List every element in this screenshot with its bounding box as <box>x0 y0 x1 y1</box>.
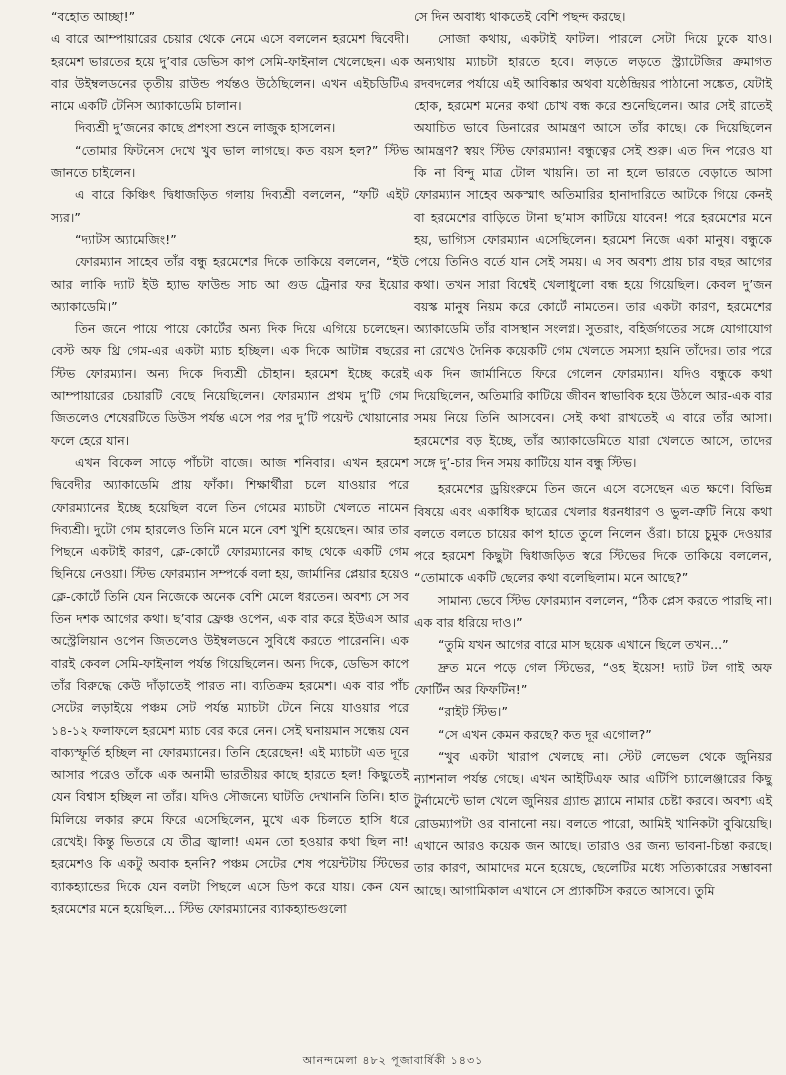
paragraph: দিব্যশ্রী দু’জনের কাছে প্রশংসা শুনে লাজুক হাসলেন। <box>75 120 336 136</box>
paragraph: তিন জনে পায়ে পায়ে কোর্টের অন্য দিক দিয়ে এগিয়ে চলেছেন। বেস্ট অফ থ্রি গেম-এর একটা ম্যাচ হচ্ছিল। এক দিকে আটান্ন বছরের স্টিভ ফোরম্যান। অন্য দিকে দিব্যশ্রী চৌহান। হরমেশ ইচ্ছে করেই আম্পায়ারের চেয়ারটি বেছে নিয়েছিলেন। ফোরম্যান প্রথম দু’টি গেম জিতলেও শেষেরটিতে ডিউস পর্যন্ত এসে পর পর দু’টি পয়েন্ট খোয়ানোর ফলে হেরে যান। <box>51 321 409 448</box>
page-footer: আনন্দমেলা ৪৮২ পূজাবার্ষিকী ১৪৩১ <box>302 1054 484 1067</box>
paragraph: দ্রুত মনে পড়ে গেল স্টিভের, “ওহ ইয়েস! দ্যাট টল গাই অফ ফোর্টিন অর ফিফটিন!” <box>414 659 772 697</box>
paragraph: “তোমার ফিটনেস দেখে খুব ভাল লাগছে। কত বয়স হল?” স্টিভ জানতে চাইলেন। <box>51 142 409 181</box>
paragraph: এ বারে আম্পায়ারের চেয়ার থেকে নেমে এসে বললেন হরমেশ দ্বিবেদী। হরমেশ ভারতের হয়ে দু’বার ডেভিস কাপ সেমি-ফাইনাল খেলেছেন। এক বার উইম্বলডনের তৃতীয় রাউন্ড পর্যন্তও উঠেছিলেন। এখন এইচডিটিএ নামে একটি টেনিস অ্যাকাডেমি চালান। <box>51 31 409 114</box>
paragraph: ফোরম্যান সাহেব তাঁর বন্ধু হরমেশের দিকে তাকিয়ে বললেন, “ইউ আর লাকি দ্যাট ইউ হ্যাভ ফাউন্ড সাচ আ গুড ট্রেনার ফর ইয়োর অ্যাকাডেমি।” <box>51 254 409 314</box>
paragraph: “দ্যাটস অ্যামেজিং!” <box>75 231 177 247</box>
paragraph: “রাইট স্টিভ।” <box>438 704 508 720</box>
paragraph: এ বারে কিঞ্চিৎ দ্বিধাজড়িত গলায় দিব্যশ্রী বললেন, “ফটি এইট স্যর।” <box>51 187 409 225</box>
paragraph: “খুব একটা খারাপ খেলছে না। স্টেট লেভেল থেকে জুনিয়র ন্যাশনাল পর্যন্ত গেছে। এখন আইটিএফ আর এটিপি চ্যালেঞ্জারের কিছু টুর্নামেন্টে ভাল খেলে জুনিয়র গ্র্যান্ড স্ল্যামে নামার চেষ্টা করবে। অবশ্য এই রোডম্যাপটা ওর বানানো নয়। বলতে পারো, আমিই খানিকটা বুঝিয়েছি। এখানে আরও কয়েক জন আছে। তারাও ওর জন্য ভাবনা-চিন্তা করছে। তার কারণ, আমাদের মনে হয়েছে, ছেলেটির মধ্যে সত্যিকারের সম্ভাবনা আছে। আগামিকাল এখানে সে প্র্যাকটিস করতে আসবে। তুমি <box>414 748 772 898</box>
paragraph: এখন বিকেল সাড়ে পাঁচটা বাজে। আজ শনিবার। এখন হরমেশ দ্বিবেদীর অ্যাকাডেমি প্রায় ফাঁকা। শিক্ষার্থীরা চলে যাওয়ার পরে ফোরম্যানের ইচ্ছে হয়েছিল বলে তিন গেমের ম্যাচটা খেলতে নামেন দিব্যশ্রী। দুটো গেম হারলেও তিনি মনে মনে বেশ খুশি হয়েছেন। আর তার পিছনে একটাই কারণ, ক্লে-কোর্টে ফোরম্যানের কাছ থেকে একটি গেম ছিনিয়ে নেওয়া। স্টিভ ফোরম্যান সম্পর্কে বলা হয়, জার্মানির প্লেয়ার হয়েও ক্লে-কোর্টে তিনি যেন নিজেকে অনেক বেশি মেলে ধরতেন। অবশ্য সে সব তিন দশক আগের কথা। ছ’বার ফ্রেঞ্চ ওপেন, এক বার করে ইউএস আর অস্ট্রেলিয়ান ওপেন জিতলেও উইম্বলডনে সুবিধে করতে পারেননি। এক বারই কেবল সেমি-ফাইনাল পর্যন্ত গিয়েছিলেন। অন্য দিকে, ডেভিস কাপে তাঁর বিরুদ্ধে কেউ দাঁড়াতেই পারত না। ব্যতিক্রম হরমেশ। এক বার পাঁচ সেটের লড়াইয়ে পঞ্চম সেট পর্যন্ত ম্যাচটা টেনে নিয়ে যাওয়ার পরে ১৪-১২ ফলাফলে হরমেশ ম্যাচ বের করে নেন। সেই ঘনায়মান সন্ধেয় যেন বাক্যস্ফূর্তি হচ্ছিল না ফোরম্যানের। তিনি হেরেছেন! এই ম্যাচটা এত দূরে আসার পরেও তাঁকে এক অনামী ভারতীয়র কাছে হারতে হল! কিছুতেই যেন বিশ্বাস হচ্ছিল না তাঁর। যদিও সৌজন্যে ঘাটতি দেখাননি তিনি। হাত মিলিয়ে লকার রুমে ফিরে এসেছিলেন, মুখে এক চিলতে হাসি ধরে রেখেই। কিন্তু ভিতরে যে তীব্র জ্বালা! এমন তো হওয়ার কথা ছিল না! হরমেশও কি একটু অবাক হননি? পঞ্চম সেটের শেষ পয়েন্টটায় স্টিভের ব্যাকহ্যান্ডের দিকে যেন বলটা পিছলে এসে ডিপ করে যায়। কেন যেন হরমেশের মনে হয়েছিল... স্টিভ ফোরম্যানের ব্যাকহ্যান্ডগুলো <box>51 454 410 916</box>
paragraph: সে দিন অবাধ্য থাকতেই বেশি পছন্দ করছে। <box>414 9 626 24</box>
paragraph: হরমেশের ড্রয়িংরুমে তিন জনে এসে বসেছেন এত ক্ষণে। বিভিন্ন বিষয়ে এবং একাধিক ছাত্রের খেলার ধরনধারণ ও ভুল-ত্রুটি নিয়ে কথা বলতে বলতে চায়ের কাপ হাতে তুলে নিলেন ওঁরা। চায়ে চুমুক দেওয়ার পরে হরমেশ কিছুটা দ্বিধাজড়িত স্বরে স্টিভের দিকে তাকিয়ে বললেন, “তোমাকে একটি ছেলের কথা বলেছিলাম। মনে আছে?” <box>414 481 772 586</box>
paragraph: সোজা কথায়, একটাই ফাটল। পারলে সেটা দিয়ে ঢুকে যাও। অন্যথায় ম্যাচটা হারতে হবে। লড়তে লড়তে স্ট্র্যাটেজির ক্রমাগত রদবদলের পর্যায়ে এই আবিষ্কার অথবা যষ্ঠেন্দ্রিয়র পাঠানো সঙ্কেত, যেটাই হোক, হরমেশ মনের কথা চোখ বন্ধ করে শুনেছিলেন। আর সেই রাতেই অযাচিত ভাবে ডিনারের আমন্ত্রণ আসে তাঁর কাছে। কে দিয়েছিলেন আমন্ত্রণ? স্বয়ং স্টিভ ফোরম্যান! বন্ধুত্বের সেই শুরু। এত দিন পরেও যা কি না বিন্দু মাত্র টোল খায়নি। তা না হলে ভারতে বেড়াতে আসা ফোরম্যান সাহেব অকস্মাৎ অতিমারির হানাদারিতে আটকে গিয়ে কেনই বা হরমেশের বাড়িতে টানা ছ’মাস কাটিয়ে যাবেন! পরে হরমেশের মনে হয়, ভাগ্যিস ফোরম্যান এসেছিলেন। হরমেশ নিজে একা মানুষ। বন্ধুকে পেয়ে তিনিও বর্তে যান সেই সময়। এ সব অবশ্য প্রায় চার বছর আগের কথা। তখন সারা বিশ্বেই খেলাধুলো বন্ধ হয়ে গিয়েছিল। কেবল দু’জন বয়স্ক মানুষ নিয়ম করে কোর্টে নামতেন। তার একটা কারণ, হরমেশের অ্যাকাডেমি তাঁর বাসস্থান সংলগ্ন। সুতরাং, বহির্জগতের সঙ্গে যোগাযোগ না রেখেও দৈনিক কয়েকটি গেম খেলতে সমস্যা হয়নি তাঁদের। তার পরে এক দিন জার্মানিতে ফিরে গেলেন ফোরম্যান। যদিও বন্ধুকে কথা দিয়েছিলেন, অতিমারি কাটিয়ে জীবন স্বাভাবিক হয়ে উঠলে আর-এক বার সময় নিয়ে তিনি আসবেন। সেই কথা রাখতেই এ বারে তাঁর আসা। হরমেশের বড় ইচ্ছে, তাঁর অ্যাকাডেমিতে যারা খেলতে আসে, তাদের সঙ্গে দু’-চার দিন সময় কাটিয়ে যান বন্ধু স্টিভ। <box>414 31 772 470</box>
paragraph: “বহোত আচ্ছা!” <box>51 9 136 24</box>
right-column <box>414 6 772 902</box>
paragraph: “তুমি যখন আগের বারে মাস ছয়েক এখানে ছিলে তখন...” <box>438 637 729 653</box>
paragraph: সামান্য ভেবে স্টিভ ফোরম্যান বললেন, “ঠিক প্লেস করতে পারছি না। এক বার ধরিয়ে দাও।” <box>414 592 772 631</box>
paragraph: “সে এখন কেমন করছে? কত দূর এগোল?” <box>438 726 652 742</box>
left-column <box>51 6 409 920</box>
